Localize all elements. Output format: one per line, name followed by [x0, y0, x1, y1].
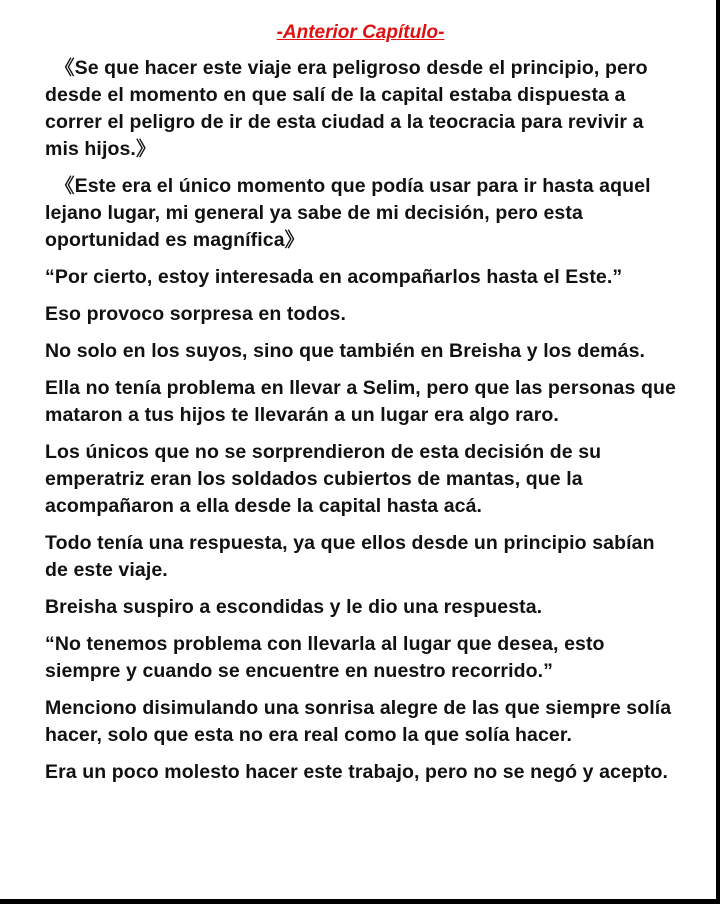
paragraph-5: No solo en los suyos, sino que también en Breisha y los demás. [45, 340, 646, 362]
paragraph-12: Era un poco molesto hacer este trabajo, pero no se negó y acepto. [45, 761, 669, 783]
paragraph-2: 《Este era el único momento que podía usar para ir hasta aquel lejano lugar, mi general ya sabe de mi decisión, pero esta oportunidad es magnífica》 [45, 175, 651, 251]
paragraph-9: Breisha suspiro a escondidas y le dio una respuesta. [45, 596, 543, 618]
paragraph-4: Eso provoco sorpresa en todos. [45, 303, 346, 325]
paragraph-3: “Por cierto, estoy interesada en acompañarlos hasta el Este.” [45, 266, 623, 288]
chapter-title: -Anterior Capítulo- [276, 22, 445, 43]
paragraph-8: Todo tenía una respuesta, ya que ellos desde un principio sabían de este viaje. [45, 532, 655, 581]
paragraph-10: “No tenemos problema con llevarla al lugar que desea, esto siempre y cuando se encuentre en nuestro recorrido.” [45, 633, 605, 682]
paragraph-11: Menciono disimulando una sonrisa alegre de las que siempre solía hacer, solo que esta no era real como la que solía hacer. [45, 697, 672, 746]
paragraph-1: 《Se que hacer este viaje era peligroso desde el principio, pero desde el momento en que salí de la capital estaba dispuesta a correr el peligro de ir de esta ciudad a la teocracia para revivir a mis hijos.》 [45, 57, 648, 160]
paragraph-6: Ella no tenía problema en llevar a Selim, pero que las personas que mataron a tus hijos te llevarán a un lugar era algo raro. [45, 377, 676, 426]
paragraph-7: Los únicos que no se sorprendieron de esta decisión de su emperatriz eran los soldados cubiertos de mantas, que la acompañaron a ella desde la capital hasta acá. [45, 441, 602, 517]
